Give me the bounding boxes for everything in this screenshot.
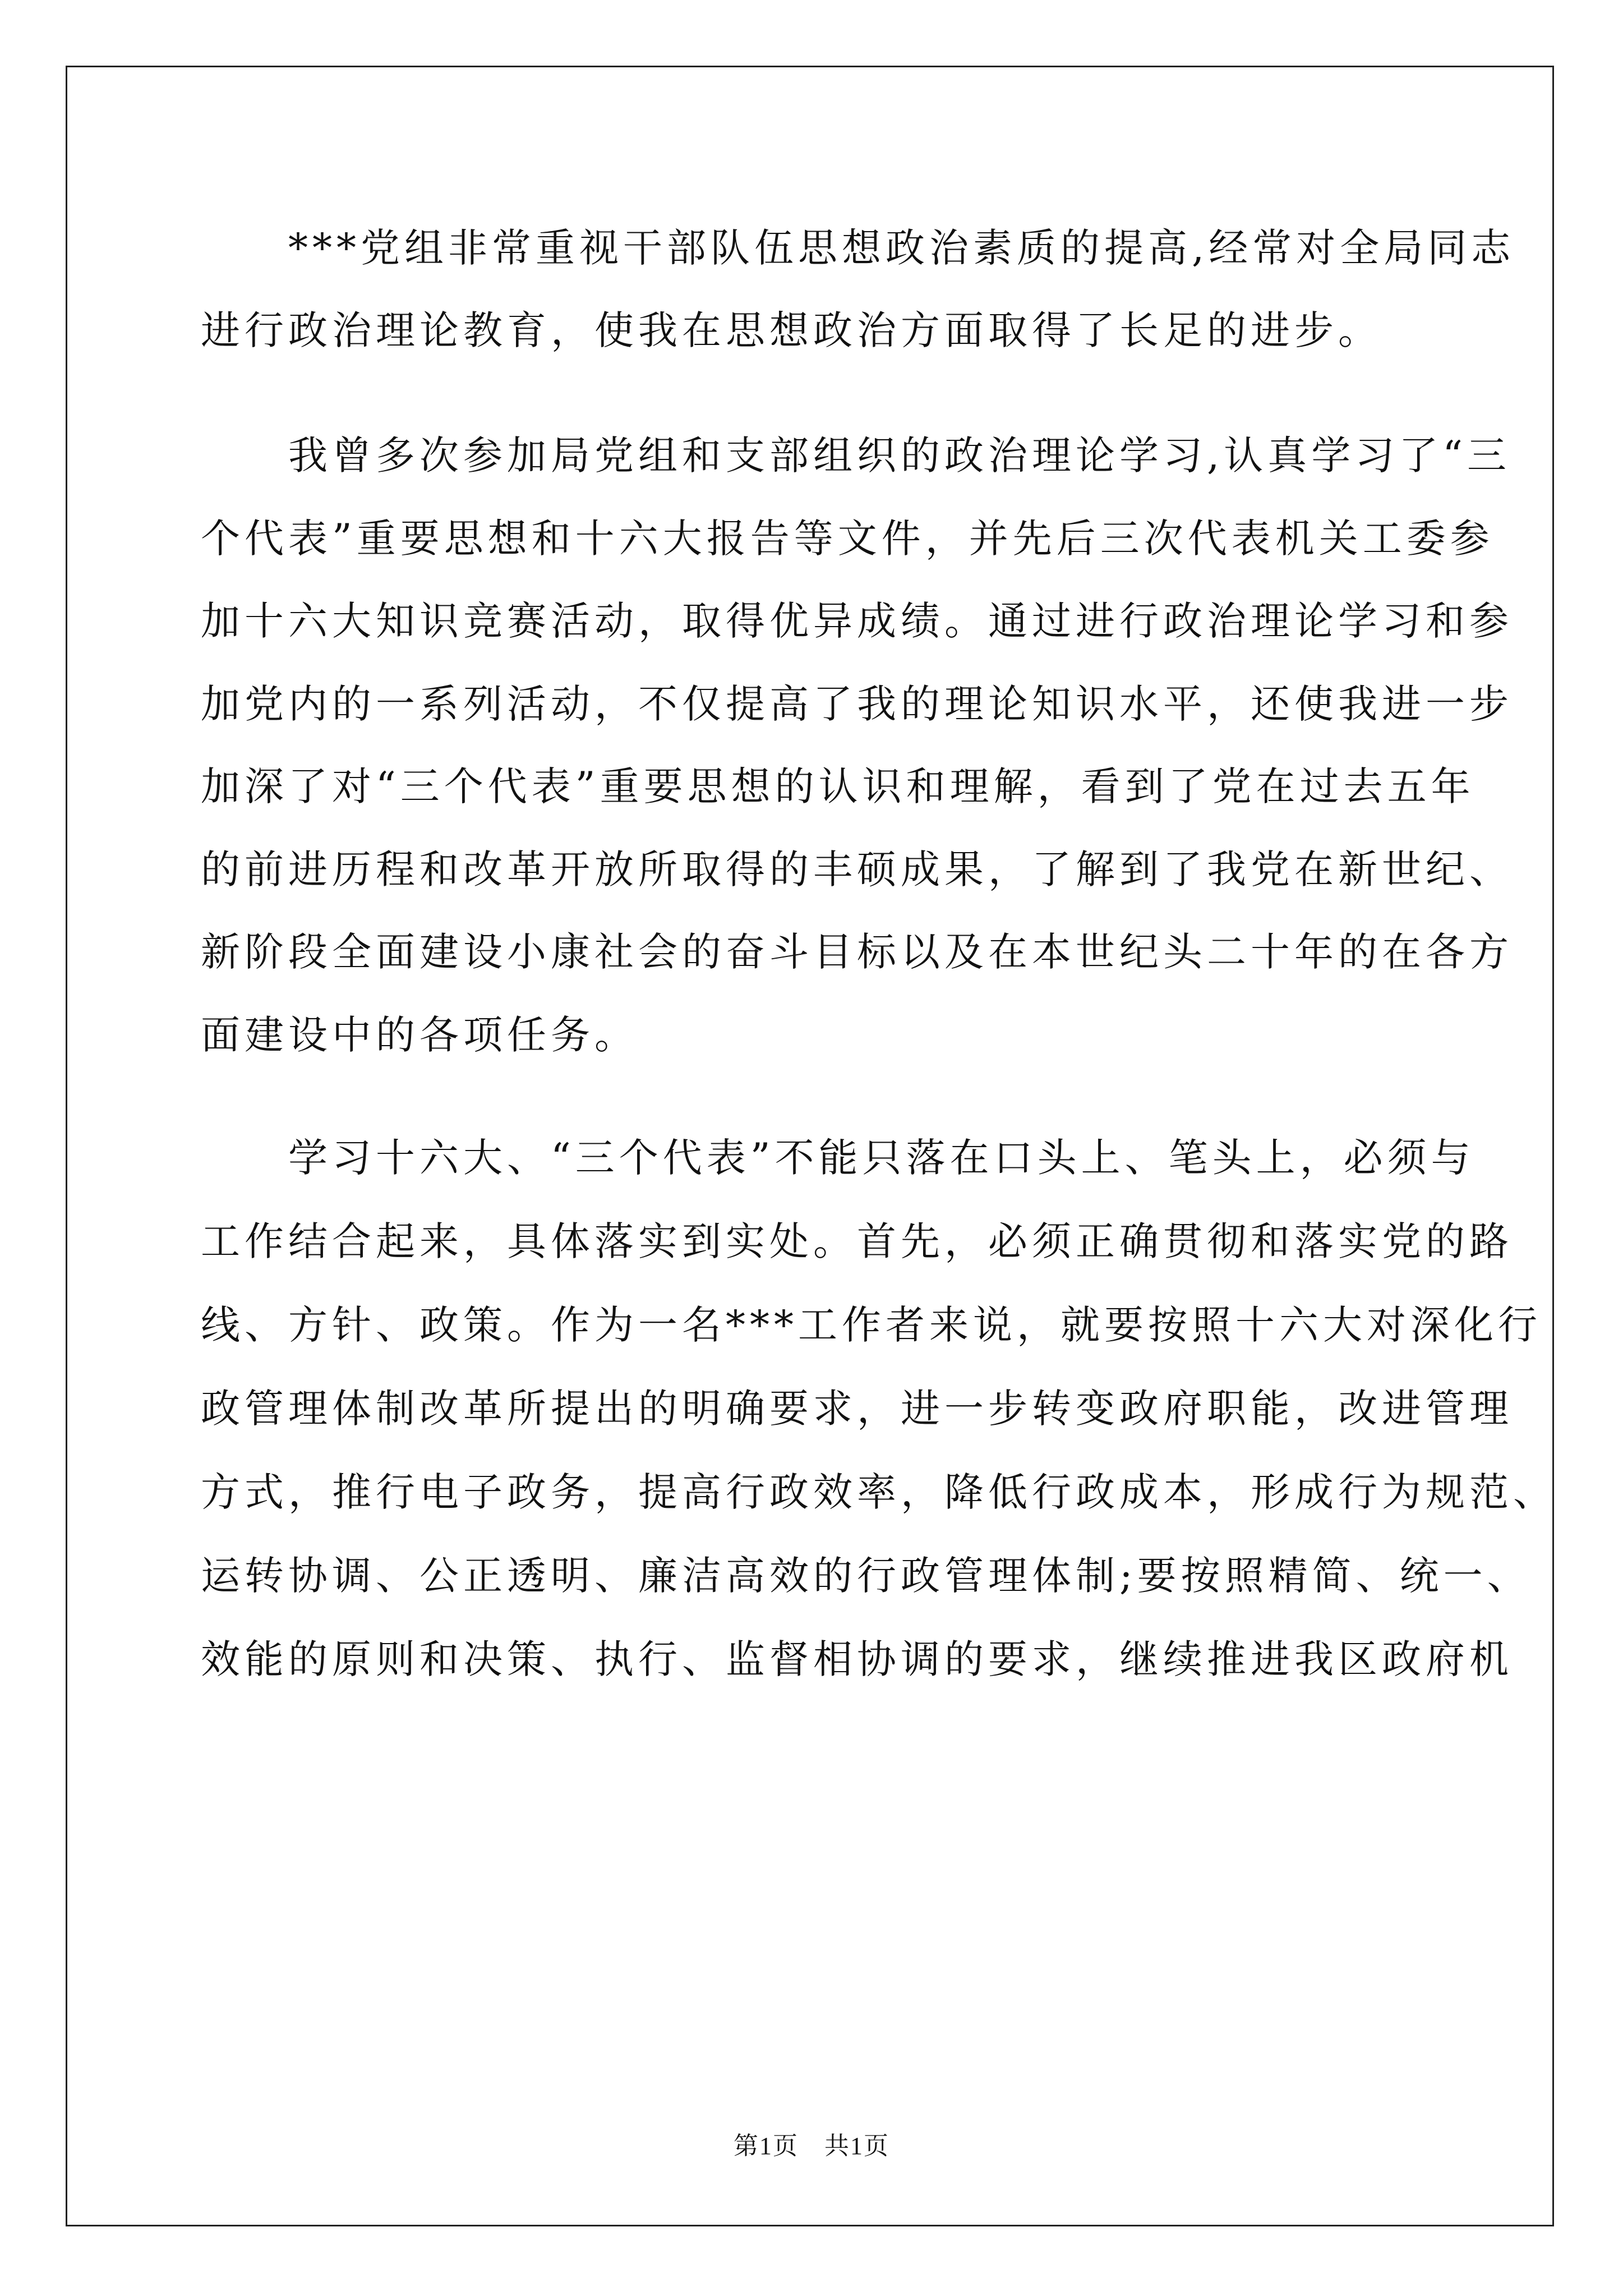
text-line: 效能的原则和决策、执行、监督相协调的要求，继续推进我区政府机 xyxy=(201,1636,1513,1682)
text-line: 运转协调、公正透明、廉洁高效的行政管理体制;要按照精简、统一、 xyxy=(201,1553,1531,1599)
text-line: 方式，推行电子政务，提高行政效率，降低行政成本，形成行为规范、 xyxy=(201,1469,1557,1515)
text-line: 加十六大知识竞赛活动，取得优异成绩。通过进行政治理论学习和参 xyxy=(201,598,1513,644)
text-line: 个代表”重要思想和十六大报告等文件，并先后三次代表机关工委参 xyxy=(201,516,1494,562)
text-line: 加深了对“三个代表”重要思想的认识和理解，看到了党在过去五年 xyxy=(201,763,1475,809)
text-line: 线、方针、政策。作为一名***工作者来说，就要按照十六大对深化行 xyxy=(201,1302,1542,1348)
text-line: 进行政治理论教育，使我在思想政治方面取得了长足的进步。 xyxy=(201,307,1382,353)
page-footer xyxy=(0,2131,1623,2162)
text-line: 政管理体制改革所提出的明确要求，进一步转变政府职能，改进管理 xyxy=(201,1386,1513,1432)
text-line: 工作结合起来，具体落实到实处。首先，必须正确贯彻和落实党的路 xyxy=(201,1218,1513,1264)
page-number-label: 第1页 共1页 xyxy=(734,2132,889,2160)
text-line: 面建设中的各项任务。 xyxy=(201,1012,638,1058)
text-line: 我曾多次参加局党组和支部组织的政治理论学习,认真学习了“三 xyxy=(201,432,1511,478)
text-line: ***党组非常重视干部队伍思想政治素质的提高,经常对全局同志 xyxy=(201,225,1515,271)
text-line: 的前进历程和改革开放所取得的丰硕成果，了解到了我党在新世纪、 xyxy=(201,846,1513,892)
text-line: 加党内的一系列活动，不仅提高了我的理论知识水平，还使我进一步 xyxy=(201,681,1513,727)
text-line: 学习十六大、“三个代表”不能只落在口头上、笔头上，必须与 xyxy=(201,1135,1475,1181)
text-line: 新阶段全面建设小康社会的奋斗目标以及在本世纪头二十年的在各方 xyxy=(201,929,1513,975)
